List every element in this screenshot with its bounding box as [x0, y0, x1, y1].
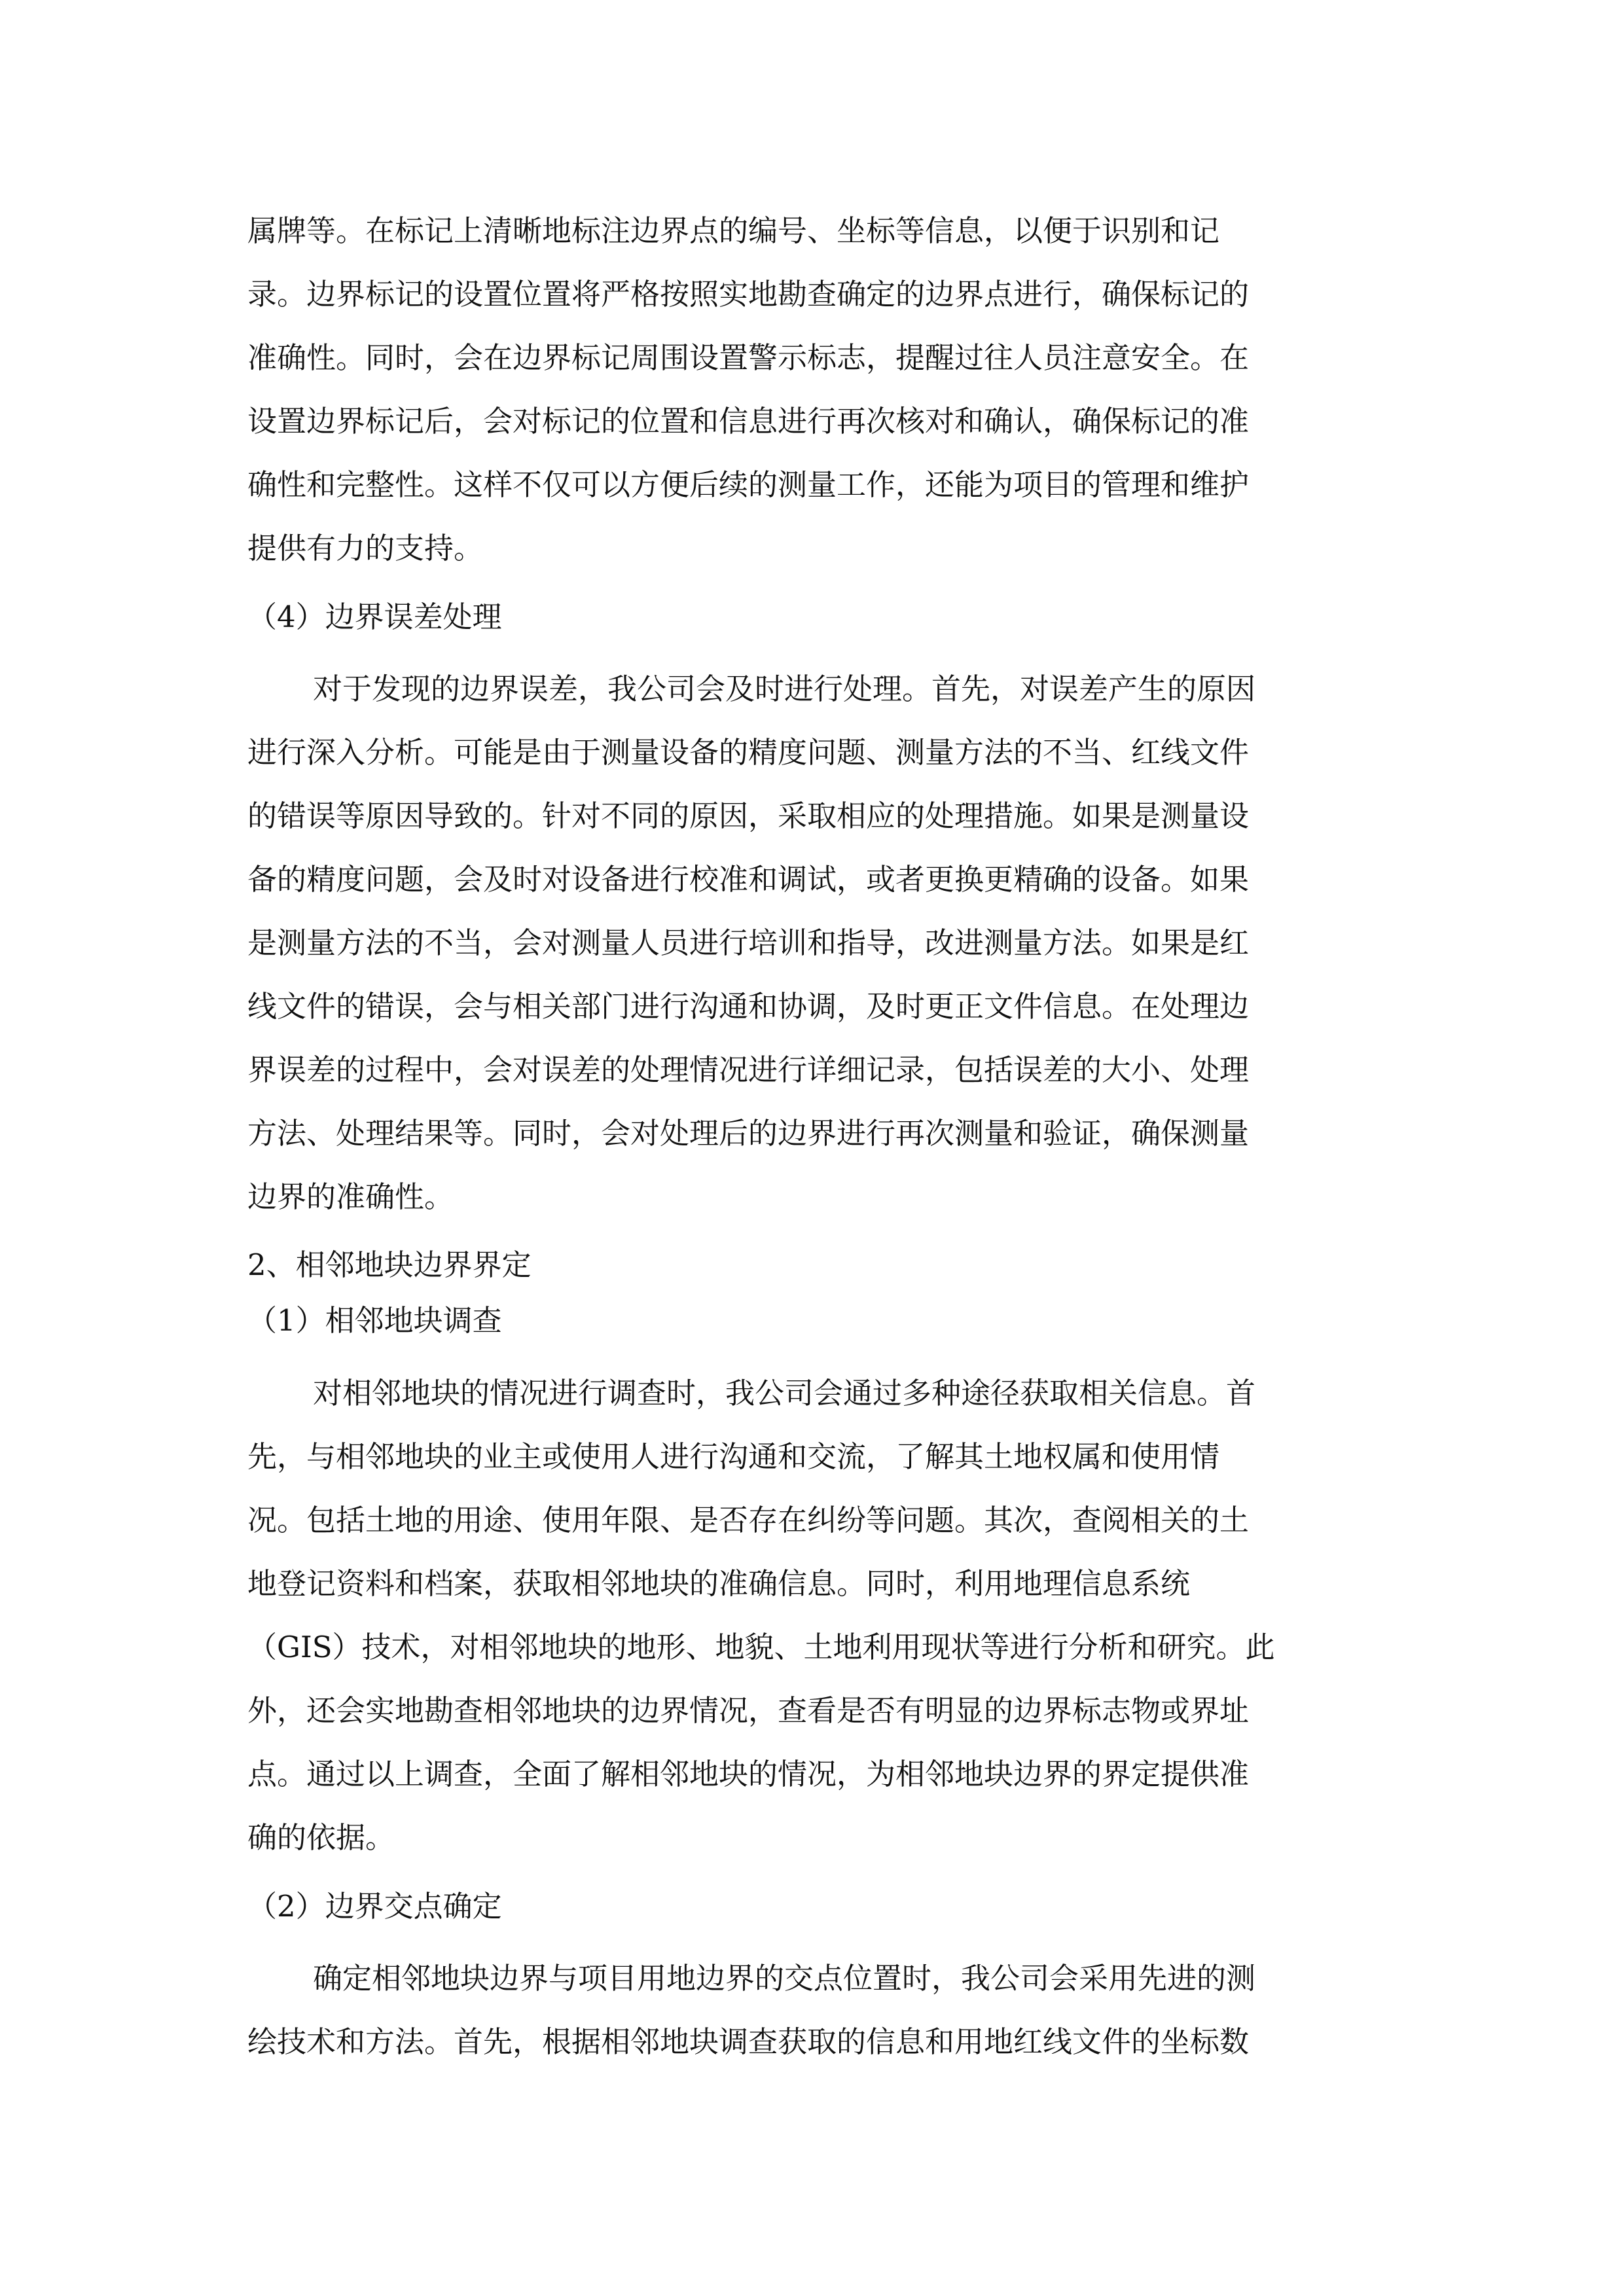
paragraph-line: 绘技术和方法。首先，根据相邻地块调查获取的信息和用地红线文件的坐标数 [247, 2024, 1250, 2059]
paragraph-line: 是测量方法的不当，会对测量人员进行培训和指导，改进测量方法。如果是红 [247, 925, 1250, 960]
paragraph-line: 对相邻地块的情况进行调查时，我公司会通过多种途径获取相关信息。首 [313, 1376, 1256, 1410]
paragraph-line: 备的精度问题，会及时对设备进行校准和调试，或者更换更精确的设备。如果 [247, 862, 1250, 897]
paragraph-line: 的错误等原因导致的。针对不同的原因，采取相应的处理措施。如果是测量设 [247, 798, 1250, 833]
subheading: （4）边界误差处理 [247, 600, 502, 634]
paragraph-line: （GIS）技术，对相邻地块的地形、地貌、土地利用现状等进行分析和研究。此 [247, 1630, 1275, 1664]
section-heading: 2、相邻地块边界界定 [247, 1247, 532, 1282]
paragraph-line: 进行深入分析。可能是由于测量设备的精度问题、测量方法的不当、红线文件 [247, 735, 1250, 770]
paragraph-line: 确的依据。 [247, 1820, 395, 1855]
paragraph-line: 设置边界标记后，会对标记的位置和信息进行再次核对和确认，确保标记的准 [247, 404, 1250, 439]
paragraph-line: 外，还会实地勘查相邻地块的边界情况，查看是否有明显的边界标志物或界址 [247, 1693, 1250, 1728]
paragraph-line: 先，与相邻地块的业主或使用人进行沟通和交流，了解其土地权属和使用情 [247, 1439, 1220, 1474]
paragraph-line: 属牌等。在标记上清晰地标注边界点的编号、坐标等信息，以便于识别和记 [247, 213, 1220, 248]
paragraph-line: 边界的准确性。 [247, 1179, 454, 1214]
paragraph-line: 界误差的过程中，会对误差的处理情况进行详细记录，包括误差的大小、处理 [247, 1052, 1250, 1087]
paragraph-line: 线文件的错误，会与相关部门进行沟通和协调，及时更正文件信息。在处理边 [247, 989, 1250, 1024]
paragraph-line: 确性和完整性。这样不仅可以方便后续的测量工作，还能为项目的管理和维护 [247, 467, 1250, 502]
paragraph-line: 地登记资料和档案，获取相邻地块的准确信息。同时，利用地理信息系统 [247, 1566, 1191, 1601]
paragraph-line: 确定相邻地块边界与项目用地边界的交点位置时，我公司会采用先进的测 [313, 1961, 1256, 1996]
paragraph-line: 对于发现的边界误差，我公司会及时进行处理。首先，对误差产生的原因 [313, 672, 1256, 706]
subheading: （1）相邻地块调查 [247, 1303, 502, 1338]
paragraph-line: 点。通过以上调查，全面了解相邻地块的情况，为相邻地块边界的界定提供准 [247, 1757, 1250, 1791]
paragraph-line: 况。包括土地的用途、使用年限、是否存在纠纷等问题。其次，查阅相关的土 [247, 1503, 1250, 1537]
subheading: （2）边界交点确定 [247, 1889, 502, 1924]
paragraph-line: 方法、处理结果等。同时，会对处理后的边界进行再次测量和验证，确保测量 [247, 1116, 1250, 1151]
paragraph-line: 准确性。同时，会在边界标记周围设置警示标志，提醒过往人员注意安全。在 [247, 340, 1250, 375]
paragraph-line: 提供有力的支持。 [247, 531, 484, 565]
paragraph-line: 录。边界标记的设置位置将严格按照实地勘查确定的边界点进行，确保标记的 [247, 277, 1250, 312]
